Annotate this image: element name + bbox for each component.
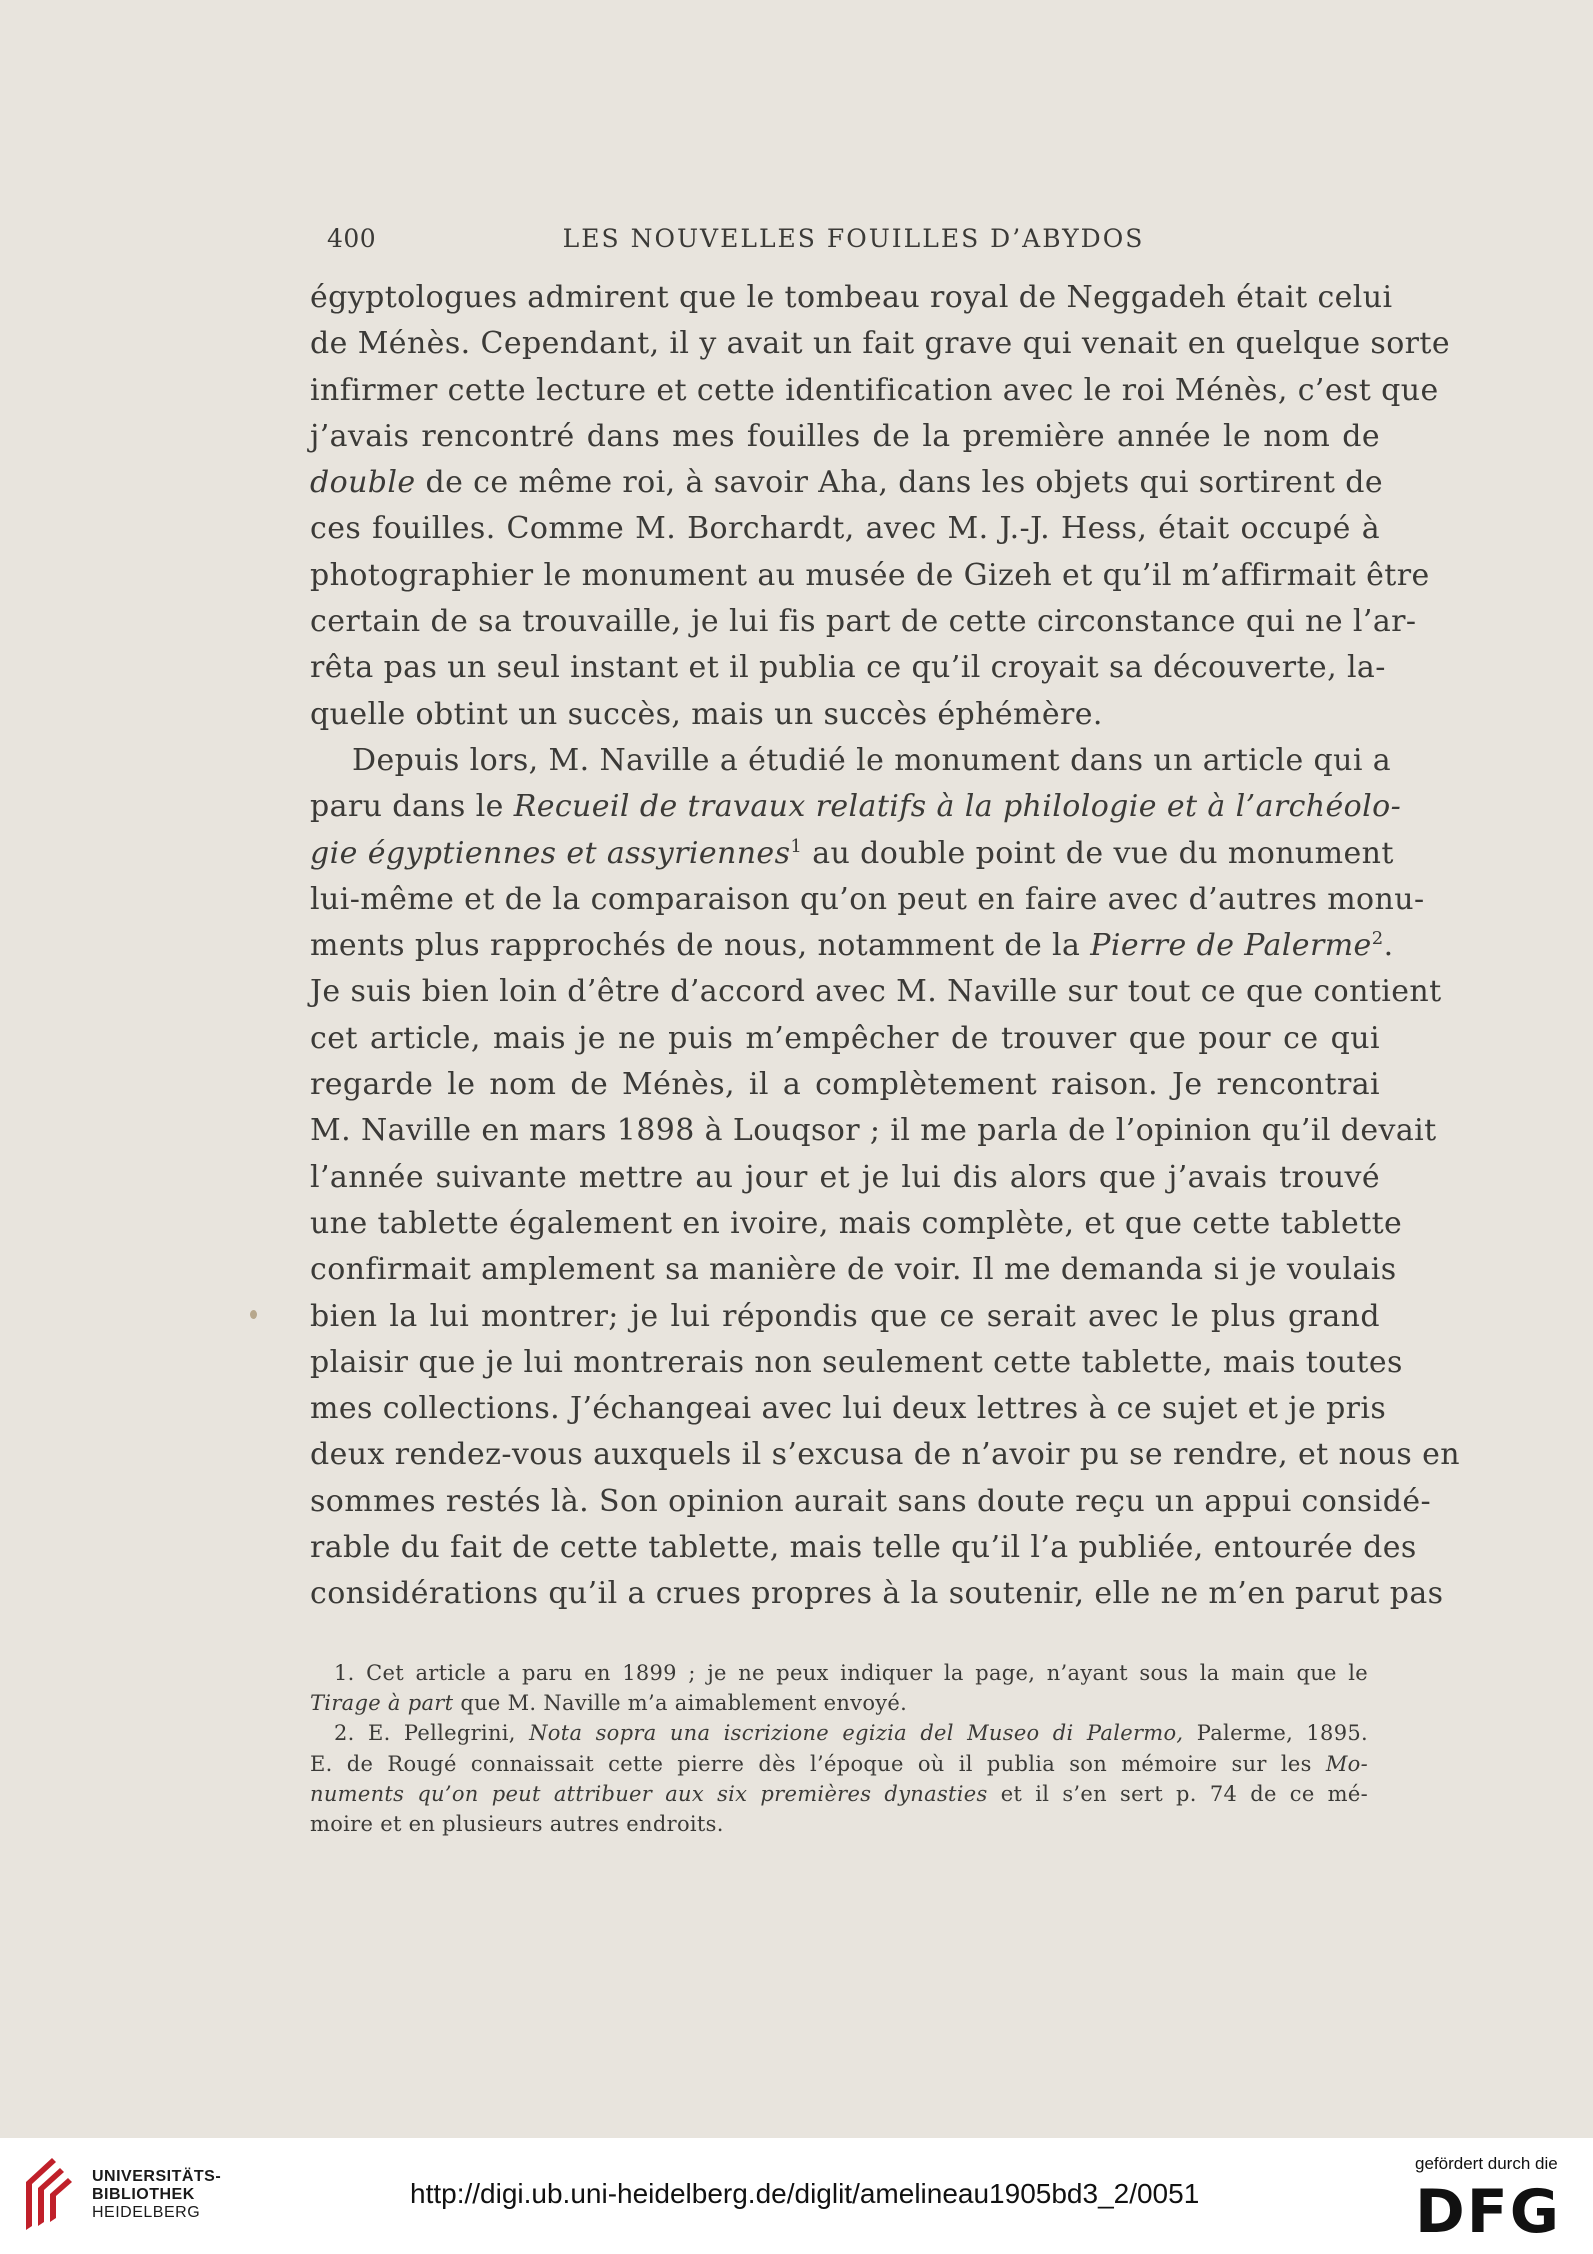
footnote-line <box>310 1688 1368 1718</box>
footnote-ref-1: 1 <box>790 835 803 857</box>
page-header <box>327 224 1380 260</box>
text-line <box>310 784 1402 830</box>
text-line: j’avais rencontré dans mes fouilles de la première année le nom de <box>310 418 1380 454</box>
text-fragment: et il s’en sert p. 74 de ce mé- <box>1000 1781 1368 1806</box>
funding-caption: gefördert durch die <box>1415 2154 1558 2173</box>
text-line <box>310 460 1384 506</box>
text-line: rêta pas un seul instant et il publia ce qu’il croyait sa découverte, la- <box>310 650 1386 686</box>
text-line: lui-même et de la comparaison qu’on peut en faire avec d’autres monu- <box>310 881 1425 917</box>
text-line: sommes restés là. Son opinion aurait sans doute reçu un appui considé- <box>310 1483 1432 1519</box>
text-line: infirmer cette lecture et cette identification avec le roi Ménès, c’est que <box>310 372 1439 408</box>
dfg-logo[interactable]: DFG <box>1415 2177 1562 2247</box>
text-line: cet article, mais je ne puis m’empêcher de trouver que pour ce qui <box>310 1020 1380 1056</box>
library-name-line: HEIDELBERG <box>92 2204 201 2221</box>
university-library-logo-icon[interactable] <box>20 2152 84 2236</box>
footnote-ref-2: 2 <box>1371 928 1384 950</box>
text-fragment: 2. E. Pellegrini, <box>334 1721 516 1746</box>
footnote-line <box>310 1718 1368 1748</box>
italic-term: Tirage à part <box>310 1691 454 1716</box>
italic-title: Recueil de travaux relatifs à la philologie et à l’archéolo- <box>513 789 1402 825</box>
text-line: une tablette également en ivoire, mais complète, et que cette tablette <box>310 1205 1403 1241</box>
text-line: rable du fait de cette tablette, mais telle qu’il l’a publiée, entourée des <box>310 1530 1417 1566</box>
italic-title: Mo- <box>1325 1751 1368 1776</box>
text-line: regarde le nom de Ménès, il a complètement raison. Je rencontrai <box>310 1067 1380 1103</box>
library-name-line: BIBLIOTHEK <box>92 2186 195 2203</box>
text-line: Je suis bien loin d’être d’accord avec M. Naville sur tout ce que contient <box>310 974 1442 1010</box>
text-line: de Ménès. Cependant, il y avait un fait grave qui venait en quelque sorte <box>310 326 1451 362</box>
text-line <box>310 831 1394 877</box>
running-title: LES NOUVELLES FOUILLES D’ABYDOS <box>562 224 1145 253</box>
italic-title: numents qu’on peut attribuer aux six premières dynasties <box>310 1781 988 1806</box>
footnote-line: 1. Cet article a paru en 1899 ; je ne peux indiquer la page, n’ayant sous la main que le <box>334 1661 1368 1685</box>
text-line: bien la lui montrer; je lui répondis que ce serait avec le plus grand <box>310 1298 1380 1334</box>
text-line: égyptologues admirent que le tombeau royal de Neggadeh était celui <box>310 280 1393 315</box>
university-library-name[interactable] <box>92 2168 221 2222</box>
page-number: 400 <box>327 224 377 253</box>
italic-title: Nota sopra una iscrizione egizia del Museo di Palermo, <box>529 1721 1184 1746</box>
viewer-footer <box>0 2138 1593 2254</box>
text-line: Depuis lors, M. Naville a étudié le monument dans un article qui a <box>352 742 1392 778</box>
text-line: considérations qu’il a crues propres à la soutenir, elle ne m’en parut pas <box>310 1576 1444 1612</box>
margin-mark <box>250 1310 257 1319</box>
text-fragment: ments plus rapprochés de nous, notamment de la <box>310 928 1081 964</box>
italic-term: double <box>310 465 416 501</box>
footnotes <box>310 1658 1368 1839</box>
text-line: mes collections. J’échangeai avec lui deux lettres à ce sujet et je pris <box>310 1391 1387 1427</box>
text-fragment: au double point de vue du monument <box>812 835 1394 871</box>
permalink-url[interactable]: http://digi.ub.uni-heidelberg.de/diglit/amelineau1905bd3_2/0051 <box>410 2178 1200 2209</box>
text-line: confirmait amplement sa manière de voir. Il me demanda si je voulais <box>310 1252 1397 1288</box>
text-line: l’année suivante mettre au jour et je lui dis alors que j’avais trouvé <box>310 1159 1380 1195</box>
italic-title: Pierre de Palerme <box>1090 928 1372 964</box>
footnote-line <box>310 1779 1368 1809</box>
text-line <box>310 923 1394 969</box>
text-fragment: E. de Rougé connaissait cette pierre dès l’époque où il publia son mémoire sur les <box>310 1751 1312 1776</box>
text-fragment: Palerme, 1895. <box>1196 1721 1368 1746</box>
library-name-line: UNIVERSITÄTS- <box>92 2168 222 2185</box>
text-line: M. Naville en mars 1898 à Louqsor ; il me parla de l’opinion qu’il devait <box>310 1113 1437 1149</box>
text-line: plaisir que je lui montrerais non seulement cette tablette, mais toutes <box>310 1344 1403 1380</box>
text-fragment: paru dans le <box>310 789 504 825</box>
text-fragment: que M. Naville m’a aimablement envoyé. <box>460 1691 908 1716</box>
text-line: ces fouilles. Comme M. Borchardt, avec M. J.-J. Hess, était occupé à <box>310 511 1380 547</box>
footnote-line: moire et en plusieurs autres endroits. <box>310 1811 724 1836</box>
text-line: certain de sa trouvaille, je lui fis part de cette circonstance qui ne l’ar- <box>310 604 1417 640</box>
italic-title: gie égyptiennes et assyriennes <box>310 835 791 871</box>
text-line: photographier le monument au musée de Gizeh et qu’il m’affirmait être <box>310 557 1430 593</box>
text-fragment: . <box>1383 928 1394 964</box>
body-text <box>310 275 1461 1618</box>
text-line: deux rendez-vous auxquels il s’excusa de n’avoir pu se rendre, et nous en <box>310 1437 1461 1473</box>
footnote-line <box>310 1749 1368 1779</box>
text-line: quelle obtint un succès, mais un succès éphémère. <box>310 696 1103 732</box>
text-fragment: de ce même roi, à savoir Aha, dans les objets qui sortirent de <box>425 465 1384 501</box>
